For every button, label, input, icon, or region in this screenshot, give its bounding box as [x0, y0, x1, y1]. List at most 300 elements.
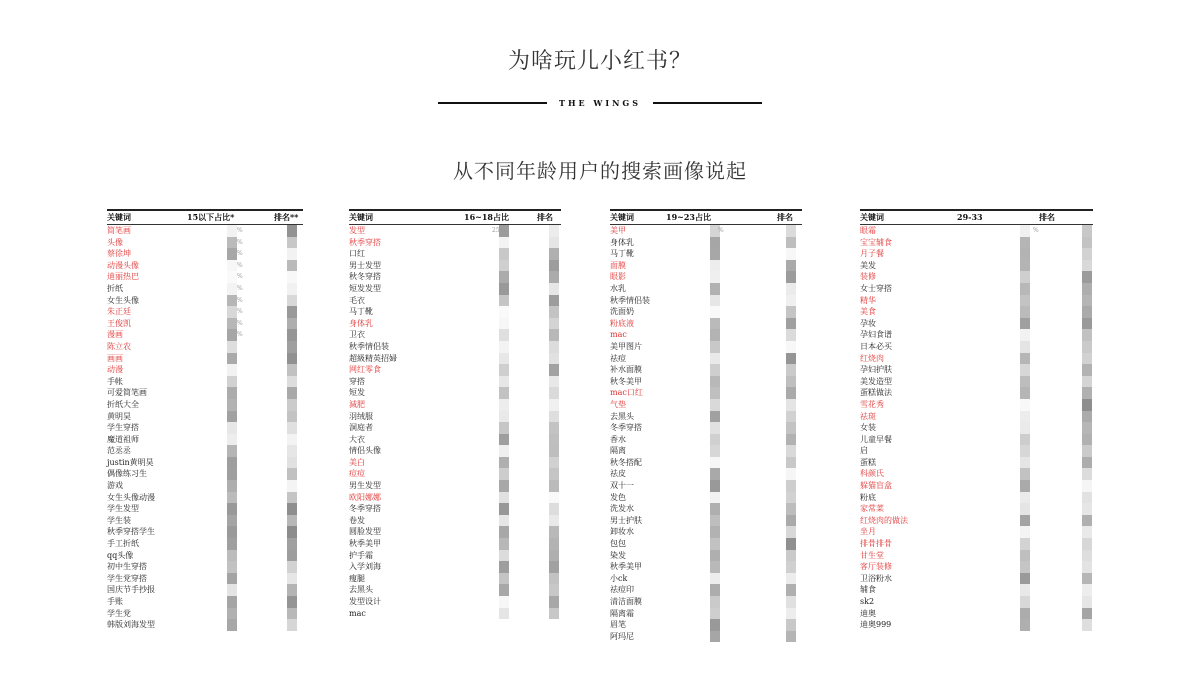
- redacted-rank-cell: [549, 364, 559, 376]
- table-row: [107, 596, 303, 608]
- share-percent-mark: %: [237, 319, 243, 327]
- table-row: [349, 480, 561, 492]
- keyword-cell: 面膜: [610, 260, 626, 270]
- keyword-cell: 眼影: [610, 272, 626, 282]
- redacted-share-cell: [1020, 260, 1030, 272]
- redacted-rank-cell: [549, 376, 559, 388]
- redacted-rank-cell: [1082, 271, 1092, 283]
- keyword-cell: 坐月: [860, 527, 876, 537]
- redacted-share-cell: [499, 457, 509, 469]
- table-row: [107, 422, 303, 434]
- keyword-cell: 香水: [610, 434, 626, 444]
- redacted-share-cell: [499, 596, 509, 608]
- redacted-share-cell: [499, 608, 509, 620]
- table-row: [107, 561, 303, 573]
- table-row: [107, 271, 303, 283]
- redacted-share-cell: [499, 538, 509, 550]
- redacted-share-cell: [1020, 422, 1030, 434]
- redacted-share-cell: [1020, 550, 1030, 562]
- redacted-rank-cell: [549, 329, 559, 341]
- keyword-cell: 魔道祖师: [107, 434, 139, 444]
- redacted-rank-cell: [549, 550, 559, 562]
- table-row: [610, 329, 802, 341]
- table-row: [610, 376, 802, 388]
- table-row: [107, 353, 303, 365]
- keyword-cell: 入学刘海: [349, 562, 381, 572]
- redacted-rank-cell: [287, 480, 297, 492]
- keyword-cell: 孕妇食谱: [860, 330, 892, 340]
- table-top-rule: [107, 209, 303, 211]
- redacted-rank-cell: [1082, 341, 1092, 353]
- keyword-cell: 发型设计: [349, 597, 381, 606]
- redacted-rank-cell: [549, 515, 559, 527]
- redacted-rank-cell: [1082, 619, 1092, 631]
- redacted-rank-cell: [287, 608, 297, 620]
- redacted-rank-cell: [287, 329, 297, 341]
- redacted-rank-cell: [786, 248, 796, 260]
- keyword-cell: 秋冬美甲: [610, 376, 642, 386]
- table-row: [349, 225, 561, 237]
- keyword-cell: 隔离霜: [610, 608, 634, 618]
- table-row: [107, 295, 303, 307]
- table-row: [610, 364, 802, 376]
- redacted-rank-cell: [786, 468, 796, 480]
- redacted-share-cell: [499, 411, 509, 423]
- keyword-cell: 羽绒服: [349, 411, 373, 421]
- redacted-rank-cell: [786, 608, 796, 620]
- redacted-rank-cell: [1082, 468, 1092, 480]
- redacted-share-cell: [227, 318, 237, 330]
- table-row: [349, 306, 561, 318]
- table-row: [610, 468, 802, 480]
- redacted-rank-cell: [549, 283, 559, 295]
- redacted-rank-cell: [549, 596, 559, 608]
- redacted-share-cell: [1020, 271, 1030, 283]
- table-row: [349, 341, 561, 353]
- table-row: [107, 584, 303, 596]
- redacted-share-cell: [710, 306, 720, 318]
- redacted-share-cell: [227, 411, 237, 423]
- keyword-cell: 身体乳: [610, 237, 634, 247]
- keyword-cell: 口红: [349, 249, 365, 259]
- redacted-share-cell: [710, 492, 720, 504]
- keyword-cell: 美食: [860, 307, 876, 317]
- redacted-share-cell: [710, 318, 720, 330]
- keyword-cell: 画画: [107, 353, 123, 363]
- age-share-column-header: 15以下占比*: [187, 212, 235, 222]
- table-row: [610, 550, 802, 562]
- share-percent-mark: %: [237, 331, 243, 339]
- table-row: [349, 457, 561, 469]
- table-row: [860, 237, 1093, 249]
- table-rows: [349, 225, 561, 619]
- table-row: [107, 492, 303, 504]
- redacted-rank-cell: [1082, 492, 1092, 504]
- redacted-share-cell: [710, 538, 720, 550]
- redacted-rank-cell: [287, 399, 297, 411]
- redacted-share-cell: [227, 608, 237, 620]
- table-row: [107, 225, 303, 237]
- redacted-rank-cell: [549, 387, 559, 399]
- redacted-share-cell: [1020, 225, 1030, 237]
- redacted-share-cell: [227, 306, 237, 318]
- redacted-rank-cell: [549, 399, 559, 411]
- rank-column-header: 排名: [777, 212, 793, 222]
- keyword-cell: 美甲: [610, 226, 626, 235]
- table-row: [349, 515, 561, 527]
- age-share-column-header: 16~18占比: [464, 212, 509, 222]
- table-row: [860, 538, 1093, 550]
- table-row: [107, 445, 303, 457]
- redacted-share-cell: [1020, 329, 1030, 341]
- brand-label: THE WINGS: [558, 98, 642, 108]
- table-row: [860, 515, 1093, 527]
- table-row: [860, 283, 1093, 295]
- redacted-rank-cell: [1082, 376, 1092, 388]
- redacted-rank-cell: [1082, 318, 1092, 330]
- keyword-cell: 游戏: [107, 481, 123, 491]
- table-row: [349, 561, 561, 573]
- redacted-rank-cell: [287, 526, 297, 538]
- redacted-rank-cell: [549, 318, 559, 330]
- keyword-cell: 装修: [860, 272, 876, 282]
- table-row: [860, 376, 1093, 388]
- keyword-cell: 辅食: [860, 585, 876, 595]
- redacted-rank-cell: [549, 341, 559, 353]
- redacted-rank-cell: [287, 248, 297, 260]
- keyword-cell: 蛋糕: [860, 457, 876, 467]
- redacted-rank-cell: [786, 550, 796, 562]
- table-row: [349, 434, 561, 446]
- table-row: [860, 480, 1093, 492]
- keyword-cell: 女生头像动漫: [107, 492, 155, 502]
- keyword-cell: 动漫: [107, 365, 123, 375]
- table-rows: [610, 225, 802, 642]
- redacted-share-cell: [499, 329, 509, 341]
- table-row: [349, 526, 561, 538]
- redacted-share-cell: [710, 584, 720, 596]
- keyword-cell: 头像: [107, 237, 123, 247]
- redacted-rank-cell: [287, 306, 297, 318]
- share-percent-mark: %: [237, 284, 243, 292]
- redacted-rank-cell: [549, 584, 559, 596]
- redacted-rank-cell: [786, 561, 796, 573]
- redacted-share-cell: [499, 283, 509, 295]
- redacted-share-cell: [227, 364, 237, 376]
- redacted-share-cell: [499, 526, 509, 538]
- table-row: [107, 515, 303, 527]
- redacted-rank-cell: [786, 341, 796, 353]
- title-divider: [438, 95, 762, 111]
- redacted-share-cell: [1020, 596, 1030, 608]
- redacted-share-cell: [227, 515, 237, 527]
- table-row: [610, 596, 802, 608]
- redacted-rank-cell: [549, 503, 559, 515]
- redacted-rank-cell: [549, 422, 559, 434]
- table-row: [860, 457, 1093, 469]
- keyword-cell: 国庆节手抄报: [107, 585, 155, 595]
- redacted-rank-cell: [786, 538, 796, 550]
- keyword-cell: 穿搭: [349, 376, 365, 386]
- keyword-cell: 学生党: [107, 608, 131, 618]
- redacted-rank-cell: [786, 306, 796, 318]
- redacted-share-cell: [1020, 619, 1030, 631]
- share-percent-mark: %: [237, 238, 243, 246]
- redacted-share-cell: [710, 422, 720, 434]
- redacted-rank-cell: [287, 492, 297, 504]
- redacted-share-cell: [499, 399, 509, 411]
- redacted-rank-cell: [1082, 399, 1092, 411]
- table-row: [860, 492, 1093, 504]
- share-percent-mark: %: [237, 296, 243, 304]
- table-row: [860, 526, 1093, 538]
- redacted-rank-cell: [549, 526, 559, 538]
- redacted-share-cell: [1020, 503, 1030, 515]
- keyword-cell: sk2: [860, 597, 875, 606]
- redacted-share-cell: [1020, 411, 1030, 423]
- keyword-cell: 迪奥: [860, 608, 876, 618]
- table-top-rule: [860, 209, 1093, 211]
- keyword-cell: 客厅装修: [860, 562, 892, 572]
- redacted-share-cell: [1020, 399, 1030, 411]
- redacted-rank-cell: [549, 608, 559, 620]
- redacted-share-cell: [499, 364, 509, 376]
- table-row: [610, 434, 802, 446]
- redacted-rank-cell: [287, 283, 297, 295]
- keyword-cell: 冬季穿搭: [610, 423, 642, 433]
- table-row: [860, 434, 1093, 446]
- redacted-share-cell: [1020, 318, 1030, 330]
- redacted-share-cell: [499, 260, 509, 272]
- table-row: [349, 283, 561, 295]
- redacted-share-cell: [499, 573, 509, 585]
- redacted-share-cell: [1020, 561, 1030, 573]
- redacted-share-cell: [710, 295, 720, 307]
- table-row: [610, 422, 802, 434]
- table-row: [610, 237, 802, 249]
- redacted-share-cell: [227, 271, 237, 283]
- table-row: [610, 260, 802, 272]
- keyword-cell: 卫浴粉水: [860, 573, 892, 583]
- keyword-column-header: 关键词: [860, 212, 884, 222]
- table-row: [107, 318, 303, 330]
- redacted-share-cell: [1020, 480, 1030, 492]
- table-row: [860, 248, 1093, 260]
- redacted-rank-cell: [549, 260, 559, 272]
- keyword-cell: 女装: [860, 423, 876, 433]
- redacted-rank-cell: [549, 411, 559, 423]
- redacted-rank-cell: [1082, 526, 1092, 538]
- table-row: [349, 376, 561, 388]
- table-rows: [860, 225, 1093, 631]
- table-row: [349, 295, 561, 307]
- redacted-share-cell: [1020, 364, 1030, 376]
- table-row: [349, 422, 561, 434]
- redacted-share-cell: [499, 376, 509, 388]
- table-row: [860, 468, 1093, 480]
- keyword-cell: 祛痘印: [610, 585, 634, 595]
- table-row: [610, 492, 802, 504]
- table-row: [860, 573, 1093, 585]
- redacted-rank-cell: [549, 434, 559, 446]
- table-header: [610, 212, 802, 225]
- redacted-rank-cell: [287, 341, 297, 353]
- table-row: [107, 376, 303, 388]
- keyword-cell: 发色: [610, 492, 626, 502]
- keyword-cell: 洗发水: [610, 504, 634, 514]
- table-row: [349, 271, 561, 283]
- table-row: [860, 364, 1093, 376]
- table-row: [107, 364, 303, 376]
- redacted-share-cell: [1020, 248, 1030, 260]
- table-row: [610, 399, 802, 411]
- keyword-cell: 手帐: [107, 376, 123, 386]
- keyword-cell: 折纸大全: [107, 399, 139, 409]
- keyword-cell: 启: [860, 446, 868, 456]
- table-row: [349, 468, 561, 480]
- keyword-cell: 痘痘: [349, 469, 365, 479]
- rank-column-header: 排名: [1039, 212, 1055, 222]
- redacted-share-cell: [499, 271, 509, 283]
- table-row: [349, 584, 561, 596]
- table-row: [860, 353, 1093, 365]
- redacted-share-cell: [710, 248, 720, 260]
- redacted-rank-cell: [1082, 584, 1092, 596]
- keyword-cell: 男生发型: [349, 481, 381, 491]
- redacted-rank-cell: [549, 538, 559, 550]
- table-row: [107, 399, 303, 411]
- redacted-share-cell: [710, 573, 720, 585]
- keyword-cell: 雪花秀: [860, 399, 884, 409]
- table-rows: [107, 225, 303, 631]
- redacted-share-cell: [1020, 376, 1030, 388]
- redacted-share-cell: [499, 318, 509, 330]
- table-row: [860, 619, 1093, 631]
- keyword-cell: 马丁靴: [349, 307, 373, 317]
- redacted-rank-cell: [786, 271, 796, 283]
- table-header: [107, 212, 303, 225]
- table-row: [610, 631, 802, 643]
- keyword-cell: 儿童早餐: [860, 434, 892, 444]
- page-subtitle: 从不同年龄用户的搜索画像说起: [453, 159, 747, 183]
- redacted-rank-cell: [287, 318, 297, 330]
- redacted-rank-cell: [549, 445, 559, 457]
- redacted-share-cell: [1020, 538, 1030, 550]
- share-percent-mark: %: [237, 273, 243, 281]
- keyword-cell: 清洁面膜: [610, 597, 642, 606]
- table-row: [610, 225, 802, 237]
- keyword-cell: 可爱简笔画: [107, 388, 147, 398]
- redacted-share-cell: [1020, 526, 1030, 538]
- table-row: [107, 341, 303, 353]
- redacted-share-cell: [227, 457, 237, 469]
- redacted-rank-cell: [1082, 237, 1092, 249]
- keyword-cell: 偶像练习生: [107, 469, 147, 479]
- redacted-rank-cell: [549, 237, 559, 249]
- keyword-cell: 毛衣: [349, 295, 365, 305]
- table-row: [107, 573, 303, 585]
- redacted-rank-cell: [549, 492, 559, 504]
- redacted-rank-cell: [786, 434, 796, 446]
- keyword-cell: justin黄明昊: [107, 457, 154, 467]
- redacted-share-cell: [710, 237, 720, 249]
- redacted-share-cell: [227, 237, 237, 249]
- keyword-cell: 朱正廷: [107, 307, 131, 317]
- table-row: [860, 399, 1093, 411]
- redacted-share-cell: [710, 341, 720, 353]
- redacted-rank-cell: [549, 248, 559, 260]
- table-row: [107, 260, 303, 272]
- redacted-share-cell: [710, 364, 720, 376]
- redacted-rank-cell: [287, 515, 297, 527]
- redacted-rank-cell: [549, 573, 559, 585]
- redacted-share-cell: [499, 480, 509, 492]
- redacted-rank-cell: [287, 550, 297, 562]
- redacted-rank-cell: [786, 492, 796, 504]
- table-row: [349, 399, 561, 411]
- table-row: [107, 608, 303, 620]
- redacted-share-cell: [499, 387, 509, 399]
- redacted-share-cell: [499, 468, 509, 480]
- keyword-cell: 宝宝辅食: [860, 237, 892, 247]
- keyword-cell: 卫衣: [349, 330, 365, 340]
- table-row: [107, 503, 303, 515]
- redacted-share-cell: [1020, 341, 1030, 353]
- redacted-share-cell: [499, 341, 509, 353]
- table-row: [860, 306, 1093, 318]
- redacted-share-cell: [710, 608, 720, 620]
- table-row: [610, 341, 802, 353]
- redacted-share-cell: [227, 283, 237, 295]
- keyword-cell: 家常菜: [860, 504, 884, 514]
- table-row: [860, 329, 1093, 341]
- keyword-cell: 初中生穿搭: [107, 562, 147, 572]
- redacted-share-cell: [227, 445, 237, 457]
- table-row: [860, 584, 1093, 596]
- table-row: [107, 329, 303, 341]
- redacted-share-cell: [227, 619, 237, 631]
- redacted-share-cell: [227, 387, 237, 399]
- redacted-rank-cell: [1082, 550, 1092, 562]
- redacted-rank-cell: [786, 411, 796, 423]
- keyword-cell: 学生发型: [107, 504, 139, 514]
- keyword-cell: 大衣: [349, 434, 365, 444]
- keyword-column-header: 关键词: [349, 212, 373, 222]
- keyword-cell: 隔离: [610, 446, 626, 456]
- table-row: [610, 283, 802, 295]
- redacted-rank-cell: [1082, 561, 1092, 573]
- keyword-cell: mac: [610, 330, 627, 340]
- table-row: [610, 515, 802, 527]
- redacted-rank-cell: [287, 376, 297, 388]
- table-row: [349, 237, 561, 249]
- keyword-cell: 美发: [860, 260, 876, 270]
- table-row: [860, 503, 1093, 515]
- redacted-share-cell: [499, 561, 509, 573]
- keyword-cell: 眉笔: [610, 620, 626, 630]
- keyword-cell: 染发: [610, 550, 626, 560]
- keyword-cell: 韩版刘海发型: [107, 620, 155, 630]
- keyword-cell: 水乳: [610, 283, 626, 293]
- keyword-cell: 欧阳娜娜: [349, 492, 381, 502]
- redacted-rank-cell: [786, 619, 796, 631]
- redacted-rank-cell: [786, 376, 796, 388]
- keyword-cell: mac口红: [610, 388, 643, 398]
- redacted-rank-cell: [287, 411, 297, 423]
- redacted-rank-cell: [1082, 260, 1092, 272]
- keyword-cell: 折纸: [107, 283, 123, 293]
- redacted-rank-cell: [287, 561, 297, 573]
